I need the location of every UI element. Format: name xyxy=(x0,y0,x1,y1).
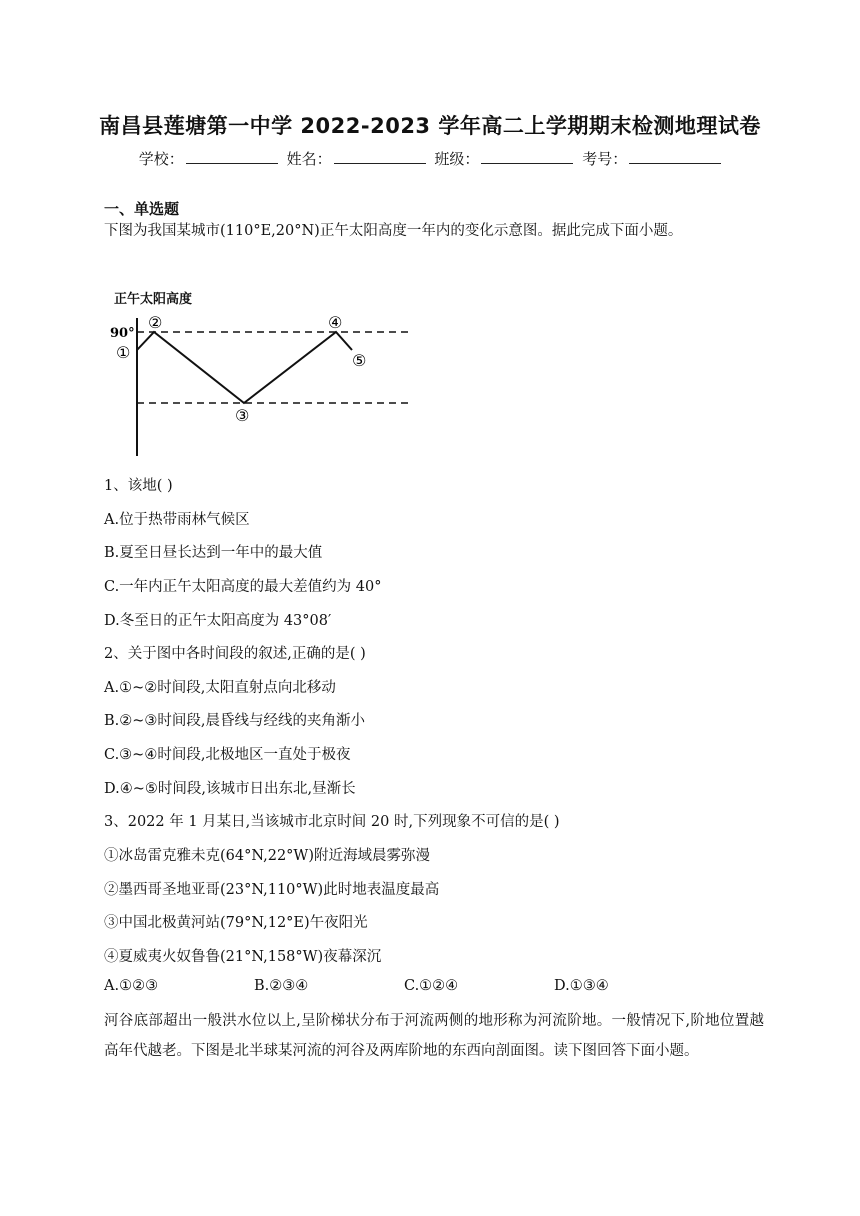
q2-option-d[interactable]: D.④~⑤时间段,该城市日出东北,昼渐长 xyxy=(104,781,356,797)
altitude-curve xyxy=(137,332,352,403)
name-label: 姓名： xyxy=(286,150,332,168)
q1-option-b[interactable]: B.夏至日昼长达到一年中的最大值 xyxy=(104,545,323,561)
section-heading: 一、单选题 xyxy=(104,200,180,218)
figure-ylabel: 正午太阳高度 xyxy=(114,292,193,307)
school-field xyxy=(139,148,278,169)
class-label: 班级： xyxy=(434,150,480,168)
exam-number-field xyxy=(582,148,721,169)
q2-option-a[interactable]: A.①~②时间段,太阳直射点向北移动 xyxy=(104,680,336,696)
point-5-label: ⑤ xyxy=(352,351,367,370)
exam-number-label: 考号： xyxy=(582,150,628,168)
exam-number-blank[interactable] xyxy=(629,149,721,164)
q2-option-b[interactable]: B.②~③时间段,晨昏线与经线的夹角渐小 xyxy=(104,713,366,729)
sun-altitude-figure xyxy=(104,288,424,458)
q1-stem: 1、该地( ) xyxy=(104,478,173,494)
student-info-row xyxy=(0,148,860,169)
q3-option-a[interactable]: A.①②③ xyxy=(104,978,159,994)
point-1-label: ① xyxy=(116,343,131,362)
q3-statement-3: ③中国北极黄河站(79°N,12°E)午夜阳光 xyxy=(104,915,368,931)
q2-stem: 2、关于图中各时间段的叙述,正确的是( ) xyxy=(104,646,366,662)
q3-option-b[interactable]: B.②③④ xyxy=(254,978,309,994)
point-4-label: ④ xyxy=(328,313,343,332)
q3-statement-2: ②墨西哥圣地亚哥(23°N,110°W)此时地表温度最高 xyxy=(104,882,440,898)
intro-paragraph-1: 下图为我国某城市(110°E,20°N)正午太阳高度一年内的变化示意图。据此完成下面小题。 xyxy=(104,223,683,239)
q3-stem: 3、2022 年 1 月某日,当该城市北京时间 20 时,下列现象不可信的是( ) xyxy=(104,814,560,830)
name-blank[interactable] xyxy=(334,149,426,164)
name-field xyxy=(287,148,426,169)
q1-option-a[interactable]: A.位于热带雨林气候区 xyxy=(104,512,250,528)
school-label: 学校： xyxy=(138,150,184,168)
point-2-label: ② xyxy=(148,313,163,332)
q2-option-c[interactable]: C.③~④时间段,北极地区一直处于极夜 xyxy=(104,747,351,763)
q3-option-c[interactable]: C.①②④ xyxy=(404,978,459,994)
school-blank[interactable] xyxy=(186,149,278,164)
q3-option-d[interactable]: D.①③④ xyxy=(554,978,609,994)
q1-option-c[interactable]: C.一年内正午太阳高度的最大差值约为 40° xyxy=(104,579,382,595)
point-3-label: ③ xyxy=(235,406,250,425)
q1-option-d[interactable]: D.冬至日的正午太阳高度为 43°08′ xyxy=(104,613,332,629)
figure-svg xyxy=(104,288,424,458)
q3-options xyxy=(104,978,704,994)
exam-title: 南昌县莲塘第一中学 2022-2023 学年高二上学期期末检测地理试卷 xyxy=(99,114,761,138)
class-field xyxy=(434,148,573,169)
tick-90-label: 90° xyxy=(110,326,135,341)
q3-statement-4: ④夏威夷火奴鲁鲁(21°N,158°W)夜幕深沉 xyxy=(104,949,382,965)
intro-paragraph-2: 河谷底部超出一般洪水位以上,呈阶梯状分布于河流两侧的地形称为河流阶地。一般情况下,阶地位置越高年代越老。下图是北半球某河流的河谷及两库阶地的东西向剖面图。读下图回答下面小题。 xyxy=(104,1013,764,1059)
q3-statement-1: ①冰岛雷克雅未克(64°N,22°W)附近海域晨雾弥漫 xyxy=(104,848,430,864)
class-blank[interactable] xyxy=(481,149,573,164)
